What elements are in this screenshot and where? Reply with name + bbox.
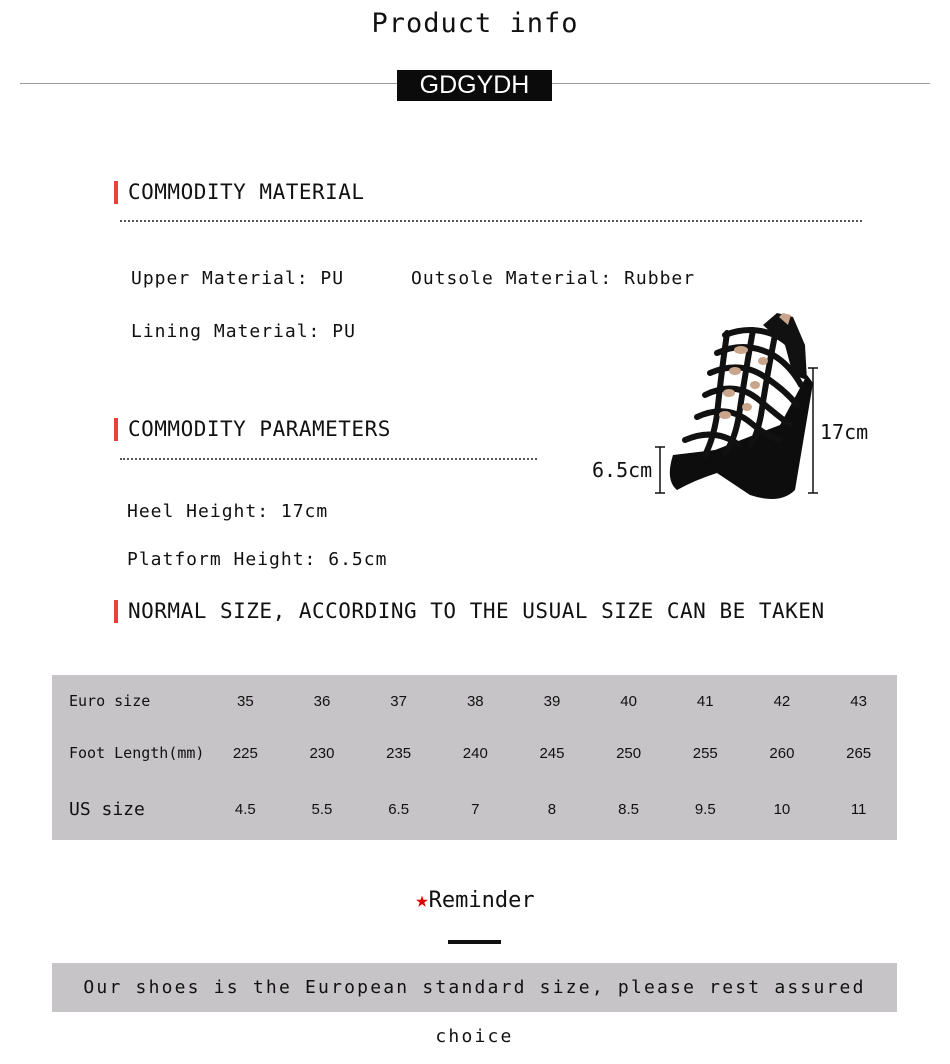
table-cell: 6.5: [388, 801, 410, 819]
section-heading-parameters: [128, 417, 391, 441]
size-chart-table: [52, 675, 897, 840]
table-cell: 235: [386, 744, 412, 762]
heel-height-marker: [806, 366, 820, 496]
table-cell: 8: [547, 801, 557, 819]
page-title: Product info: [371, 8, 579, 39]
platform-height-label: 6.5cm: [592, 458, 653, 482]
table-cell: 36: [313, 692, 331, 710]
table-cell: 38: [466, 692, 484, 710]
table-cell: 40: [620, 692, 637, 710]
brand-badge: GDGYDH: [397, 70, 552, 101]
table-cell: 10: [773, 801, 791, 819]
row-label: Euro size: [69, 692, 151, 711]
section-accent-bar: [114, 600, 118, 623]
outsole-material: Outsole Material: Rubber: [411, 268, 696, 289]
table-cell: 42: [773, 692, 791, 710]
section-heading-text: COMMODITY PARAMETERS: [128, 417, 391, 441]
table-cell: 240: [462, 744, 488, 762]
section-heading-text: NORMAL SIZE, ACCORDING TO THE USUAL SIZE CAN BE TAKEN: [128, 599, 825, 623]
reminder-underline: [448, 940, 501, 944]
row-label: US size: [69, 799, 145, 821]
table-cell: 43: [850, 692, 867, 710]
shoe-image: [655, 305, 830, 510]
table-row: [52, 779, 897, 840]
dotted-divider: [120, 220, 862, 222]
platform-height-marker: [653, 445, 667, 495]
heel-height: Heel Height: 17cm: [127, 501, 329, 522]
section-accent-bar: [114, 181, 118, 204]
table-cell: 260: [769, 744, 795, 762]
table-cell: 5.5: [311, 801, 333, 819]
table-cell: 35: [236, 692, 254, 710]
platform-height: Platform Height: 6.5cm: [127, 549, 388, 570]
reminder-note: Our shoes is the European standard size, please rest assured choice: [52, 963, 897, 1012]
table-cell: 11: [850, 801, 867, 819]
table-cell: 255: [692, 744, 718, 762]
table-cell: 230: [309, 744, 335, 762]
table-cell: 4.5: [234, 801, 256, 819]
table-row: [52, 727, 897, 779]
reminder-heading: [0, 888, 950, 913]
section-heading-material: [128, 180, 365, 204]
table-cell: 39: [543, 692, 561, 710]
heel-height-label: 17cm: [820, 420, 869, 444]
section-heading-text: COMMODITY MATERIAL: [128, 180, 365, 204]
table-cell: 37: [390, 692, 407, 710]
table-row: [52, 675, 897, 727]
dotted-divider: [120, 458, 537, 460]
table-cell: 41: [696, 692, 714, 710]
upper-material: Upper Material: PU: [131, 268, 345, 289]
reminder-title: Reminder: [428, 888, 535, 913]
row-label: Foot Length(mm): [69, 744, 205, 763]
table-cell: 7: [471, 801, 480, 819]
table-cell: 265: [846, 744, 872, 762]
table-cell: 8.5: [618, 801, 640, 819]
table-cell: 9.5: [694, 801, 716, 819]
section-accent-bar: [114, 418, 118, 441]
table-cell: 250: [616, 744, 642, 762]
lining-material: Lining Material: PU: [131, 321, 356, 342]
table-cell: 225: [232, 744, 258, 762]
section-heading-size: [128, 599, 825, 623]
table-cell: 245: [539, 744, 565, 762]
star-icon: ★: [415, 888, 429, 913]
